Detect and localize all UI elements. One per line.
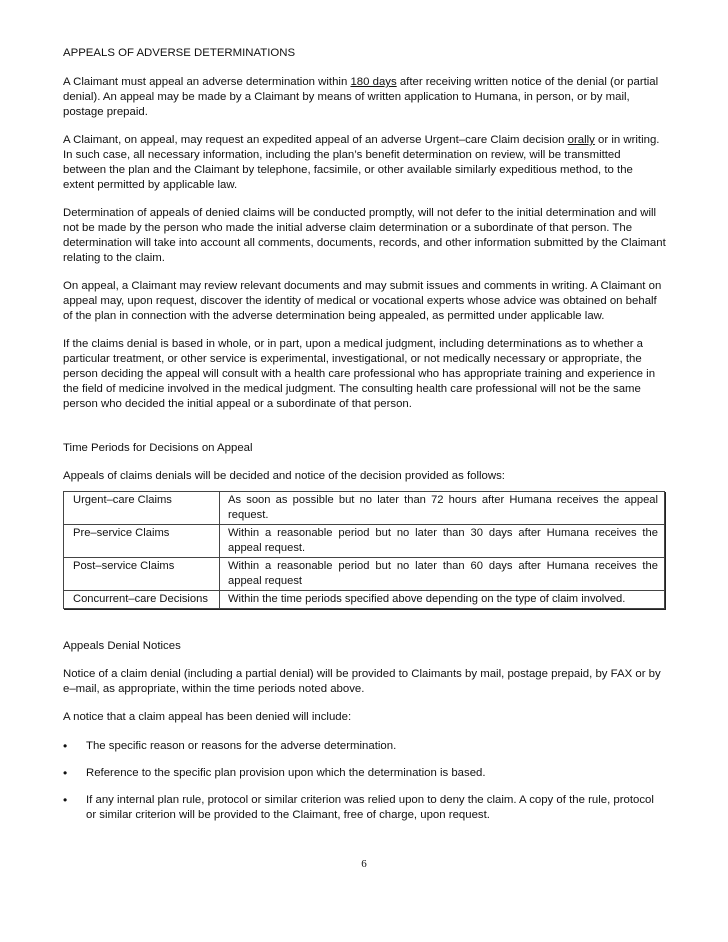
text-run: A Claimant must appeal an adverse determination within xyxy=(63,76,351,88)
document-page xyxy=(63,46,666,835)
bullet-icon: • xyxy=(63,793,68,807)
decision-period-cell: Within the time periods specified above depending on the type of claim involved. xyxy=(220,591,665,609)
text-run: or in writing. In such case, all necessary information, including the plan’s benefit determination on review, will be transmitted between the plan and the Claimant by telephone, facsimile, or other available similarly expeditious method, to the extent permitted by applicable law. xyxy=(63,134,660,191)
list-item-text: Reference to the specific plan provision upon which the determination is based. xyxy=(86,767,486,779)
list-item xyxy=(63,739,666,754)
list-item-text: The specific reason or reasons for the adverse determination. xyxy=(86,740,397,752)
notice-contents-list xyxy=(63,739,666,823)
denial-notices-heading: Appeals Denial Notices xyxy=(63,640,181,652)
underlined-orally: orally xyxy=(567,134,595,146)
list-item-text: If any internal plan rule, protocol or similar criterion was relied upon to deny the claim. A copy of the rule, protocol or similar criterion will be provided to the Claimant, free of charge, upon request. xyxy=(86,794,654,821)
time-periods-intro: Appeals of claims denials will be decided and notice of the decision provided as follows: xyxy=(63,470,505,482)
table-row xyxy=(64,492,665,525)
page-number: 6 xyxy=(361,858,367,870)
bullet-icon: • xyxy=(63,739,68,753)
review-documents-paragraph: On appeal, a Claimant may review relevant documents and may submit issues and comments in writing. A Claimant on appeal may, upon request, discover the identity of medical or vocational experts whose advice was obtained on behalf of the plan in connection with the adverse determination being appealed, as permitted under applicable law. xyxy=(63,280,662,322)
time-periods-heading: Time Periods for Decisions on Appeal xyxy=(63,442,253,454)
notice-contents-intro: A notice that a claim appeal has been denied will include: xyxy=(63,711,352,723)
underlined-deadline: 180 days xyxy=(350,76,397,88)
determination-paragraph: Determination of appeals of denied claims will be conducted promptly, will not defer to the initial determination and will not be made by the person who made the initial adverse claim determination or a subordinate of that person. The determination will take into account all comments, documents, records, and other information submitted by the Claimant relating to the claim. xyxy=(63,207,666,264)
claim-type-cell: Pre–service Claims xyxy=(64,525,220,558)
table-row xyxy=(64,591,665,609)
decision-period-cell: Within a reasonable period but no later than 30 days after Humana receives the appeal request. xyxy=(220,525,665,558)
time-periods-table xyxy=(63,491,665,609)
table-row xyxy=(64,525,665,558)
claim-type-cell: Concurrent–care Decisions xyxy=(64,591,220,609)
appeals-heading: APPEALS OF ADVERSE DETERMINATIONS xyxy=(63,47,296,59)
text-run: A Claimant, on appeal, may request an expedited appeal of an adverse Urgent–care Claim decision xyxy=(63,134,568,146)
notice-delivery-paragraph: Notice of a claim denial (including a partial denial) will be provided to Claimants by mail, postage prepaid, by FAX or by e–mail, as appropriate, within the time periods noted above. xyxy=(63,668,661,695)
appeal-deadline-paragraph xyxy=(63,75,666,120)
decision-period-cell: Within a reasonable period but no later than 60 days after Humana receives the appeal request xyxy=(220,558,665,591)
table-row xyxy=(64,558,665,591)
text-run: after receiving written notice of the denial (or partial denial). An appeal may be made by a Claimant by means of written application to Humana, in person, or by mail, postage prepaid. xyxy=(63,76,659,118)
claim-type-cell: Post–service Claims xyxy=(64,558,220,591)
bullet-icon: • xyxy=(63,766,68,780)
list-item xyxy=(63,766,666,781)
expedited-appeal-paragraph xyxy=(63,133,666,193)
decision-period-cell: As soon as possible but no later than 72 hours after Humana receives the appeal request. xyxy=(220,492,665,525)
list-item xyxy=(63,793,666,823)
medical-judgment-paragraph: If the claims denial is based in whole, or in part, upon a medical judgment, including determinations as to whether a particular treatment, or other service is experimental, investigational, or not medically necessary or appropriate, the person deciding the appeal will consult with a health care professional who has appropriate training and experience in the field of medicine involved in the medical judgment. The consulting health care professional will not be the same person who decided the initial appeal or a subordinate of that person. xyxy=(63,338,656,410)
claim-type-cell: Urgent–care Claims xyxy=(64,492,220,525)
